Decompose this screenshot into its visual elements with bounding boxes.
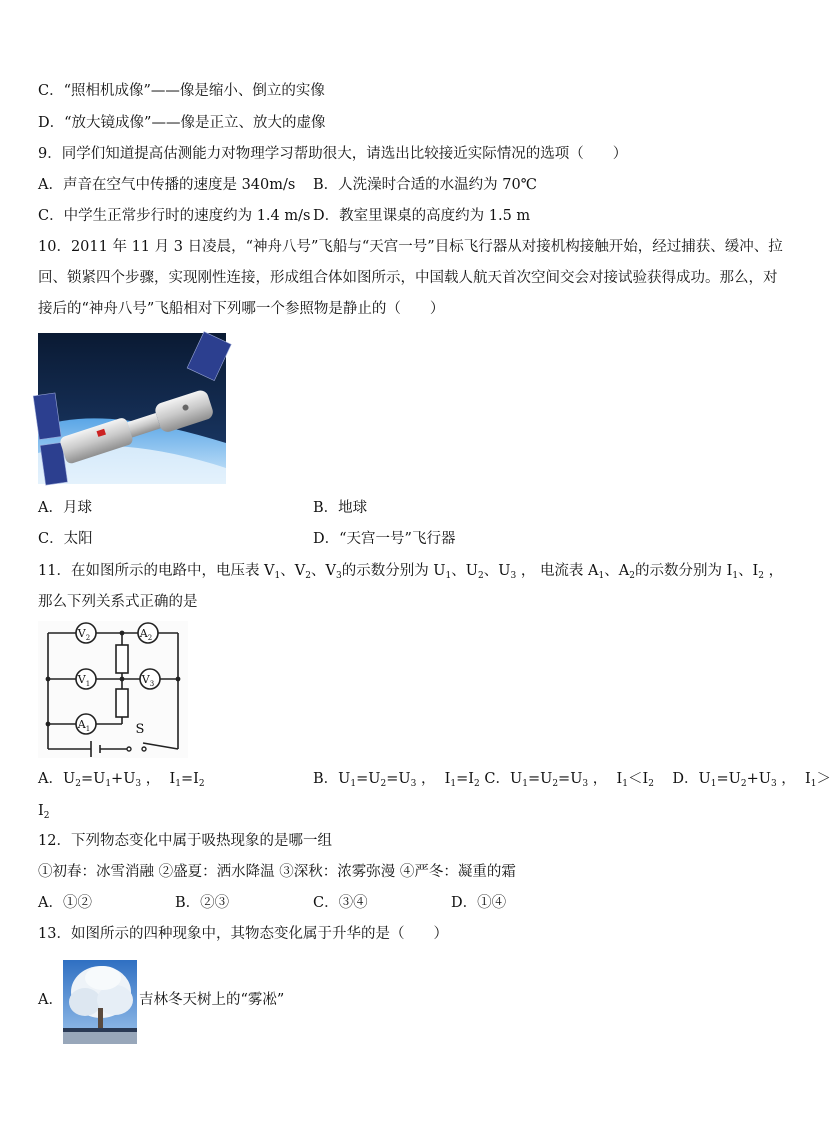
q11-stem-line2: 那么下列关系式正确的是 — [38, 594, 198, 610]
q11-option-b-label: B．U — [313, 771, 351, 787]
q10-stem-line1: 10．2011 年 11 月 3 日凌晨，“神舟八号”飞船与“天宫一号”目标飞行器从对接机构接触开始，经过捕获、缓冲、拉 — [38, 239, 783, 255]
meter-a2-label: $A_2$ — [139, 627, 153, 642]
q8-option-d: D．“放大镜成像”——像是正立、放大的虚像 — [38, 115, 326, 131]
q10-option-d: D．“天宫一号”飞行器 — [313, 531, 456, 547]
q11-stem-part1: 11．在如图所示的电路中，电压表 V — [38, 563, 275, 579]
q11-option-a: A．$U_2=U_1+U_3$ ， $I_1=I_2$ — [38, 771, 205, 789]
meter-v2-label: $V_2$ — [77, 627, 91, 642]
space-station-image — [38, 333, 226, 484]
q11-option-d-cont: $I_2$ — [38, 803, 50, 821]
q12-stem: 12．下列物态变化中属于吸热现象的是哪一组 — [38, 833, 332, 849]
meter-v3-label: $V_3$ — [141, 673, 155, 688]
q11-option-b-c: B．$U_1=U_2=U_3$ ， $I_1=I_2$ C．$U_1=U_2=U_3$ ， $I_1<I_2$ D．$U_1=U_2+U_3$ ， $I_1>$ — [313, 771, 831, 789]
q10-option-a: A．月球 — [38, 500, 92, 516]
q9-option-d: D．教室里课桌的高度约为 1.5 m — [313, 208, 531, 224]
q9-option-a: A．声音在空气中传播的速度是 340m/s — [38, 177, 296, 193]
circuit-diagram — [38, 621, 188, 758]
q11-stem-part4: 的示数分别为 I — [634, 563, 733, 579]
q13-option-a-caption: 吉林冬天树上的“雾凇” — [139, 992, 285, 1008]
q9-stem: 9．同学们知道提高估测能力对物理学习帮助很大，请选出比较接近实际情况的选项（ ） — [38, 146, 628, 162]
q12-option-c: C．③④ — [313, 895, 368, 911]
q10-stem-line3: 接后的“神舟八号”飞船相对下列哪一个参照物是静止的（ ） — [38, 301, 445, 317]
meter-a1-label: $A_1$ — [77, 718, 91, 733]
switch-label: S — [135, 722, 145, 737]
q12-option-a: A．①② — [38, 895, 92, 911]
circuit-diagram-svg — [38, 621, 188, 758]
q10-option-c: C．太阳 — [38, 531, 93, 547]
q9-option-b: B．人洗澡时合适的水温约为 70℃ — [313, 177, 537, 193]
q11-option-d-cont-label: I — [38, 803, 44, 819]
tiangong-shenzhou-docking-illustration — [38, 333, 226, 484]
q12-option-b: B．②③ — [175, 895, 230, 911]
q12-option-d: D．①④ — [451, 895, 507, 911]
q8-option-c: C．“照相机成像”——像是缩小、倒立的实像 — [38, 83, 325, 99]
q11-stem-part2: 的示数分别为 U — [341, 563, 446, 579]
q9-option-c: C．中学生正常步行时的速度约为 1.4 m/s — [38, 208, 311, 224]
q10-option-b: B．地球 — [313, 500, 368, 516]
q10-stem-line2: 回、锁紧四个步骤，实现刚性连接，形成组合体如图所示，中国载人航天首次空间交会对接试验获得成功。那么，对 — [38, 270, 778, 286]
q13-option-a-label: A． — [38, 992, 63, 1008]
q11-option-d-label: D．U — [672, 771, 711, 787]
rime-tree-image — [63, 960, 137, 1044]
q11-stem-part3: 电流表 A — [539, 563, 599, 579]
q11-stem-line1: 11．在如图所示的电路中，电压表 $V_1$、$V_2$、$V_3$的示数分别为 $U_1$、$U_2$、$U_3$ ， 电流表 $A_1$、$A_2$的示数分别为 $I_1$、$I_2$ ， — [38, 563, 784, 581]
q11-option-a-label: A．U — [38, 771, 76, 787]
meter-v1-label: $V_1$ — [77, 673, 91, 688]
q12-items: ①初春：冰雪消融 ②盛夏：洒水降温 ③深秋：浓雾弥漫 ④严冬：凝重的霜 — [38, 864, 516, 880]
q13-stem: 13．如图所示的四种现象中，其物态变化属于升华的是（ ） — [38, 926, 448, 942]
frosted-tree-photo — [63, 960, 137, 1044]
q11-option-c-label: C．U — [484, 771, 523, 787]
